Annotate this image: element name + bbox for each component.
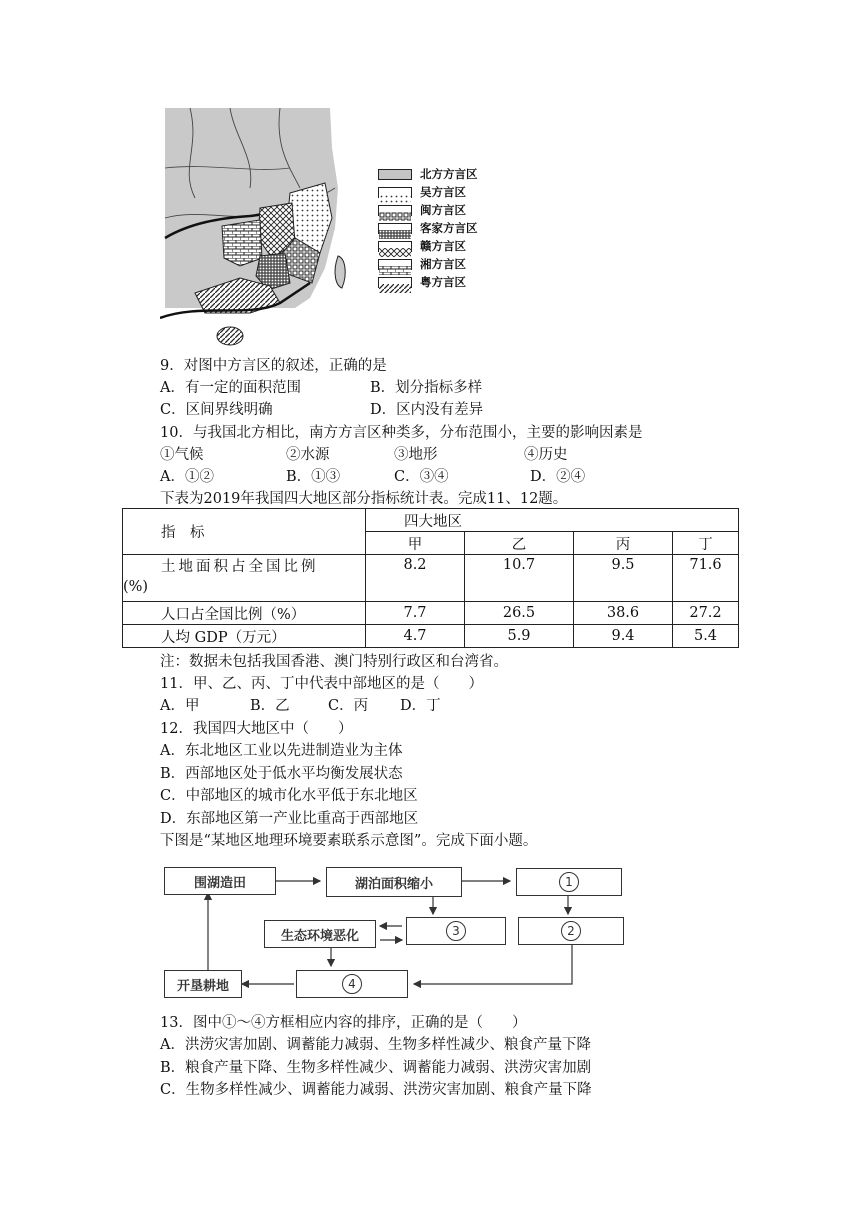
table-cell: 9.4 [574, 625, 673, 648]
table-cell: 4.7 [366, 625, 465, 648]
q12-option-c[interactable]: C．中部地区的城市化水平低于东北地区 [160, 788, 418, 804]
table-header-indicator: 指 标 [123, 509, 366, 555]
q9-option-a[interactable]: A．有一定的面积范围 [160, 380, 301, 396]
region-header: 丙 [574, 532, 673, 555]
q10-factor-1: ①气候 [160, 447, 204, 463]
box-2 [518, 917, 624, 945]
legend-label: 赣方言区 [420, 239, 466, 253]
q13-stem: 13．图中①～④方框相应内容的排序，正确的是（ ） [160, 1015, 527, 1031]
box-shengtai-ehua: 生态环境恶化 [264, 920, 376, 948]
table-cell: 7.7 [366, 602, 465, 625]
row-label-line1: 土地面积占全国比例 [161, 559, 319, 575]
q10-stem: 10．与我国北方相比，南方方言区种类多，分布范围小，主要的影响因素是 [160, 425, 643, 441]
legend-label: 吴方言区 [420, 185, 466, 199]
q10-option-c[interactable]: C．③④ [394, 469, 449, 485]
circle-number-3: 3 [446, 921, 466, 941]
row-label: 人均 GDP（万元） [123, 625, 366, 648]
table-cell: 27.2 [673, 602, 739, 625]
q9-stem: 9．对图中方言区的叙述，正确的是 [160, 358, 387, 374]
region-header: 甲 [366, 532, 465, 555]
q13-option-a[interactable]: A．洪涝灾害加剧、调蓄能力减弱、生物多样性减少、粮食产量下降 [160, 1037, 591, 1053]
q10-option-d[interactable]: D．②④ [530, 469, 586, 485]
box-kaiken-gengdi: 开垦耕地 [164, 970, 242, 998]
q10-option-a[interactable]: A．①② [160, 469, 214, 485]
box-hubo-mianji: 湖泊面积缩小 [326, 867, 462, 897]
q13-option-c[interactable]: C．生物多样性减少、调蓄能力减弱、洪涝灾害加剧、粮食产量下降 [160, 1082, 592, 1098]
circle-number-2: 2 [561, 921, 581, 941]
box-3 [406, 917, 506, 945]
q11-option-c[interactable]: C．丙 [328, 698, 369, 714]
q11-option-b[interactable]: B．乙 [250, 698, 290, 714]
q10-factor-3: ③地形 [394, 447, 438, 463]
legend-label: 湘方言区 [420, 257, 466, 271]
table-cell: 9.5 [574, 555, 673, 602]
legend-label: 闽方言区 [420, 203, 466, 217]
q10-factor-2: ②水源 [286, 447, 330, 463]
q10-factor-4: ④历史 [524, 447, 568, 463]
table-cell: 5.9 [465, 625, 574, 648]
legend-label: 粤方言区 [420, 275, 466, 289]
table-cell: 10.7 [465, 555, 574, 602]
box-weihu-zaotian: 围湖造田 [164, 867, 276, 895]
q11-option-d[interactable]: D．丁 [400, 698, 441, 714]
q12-stem: 12．我国四大地区中（ ） [160, 721, 353, 737]
diagram-intro: 下图是“某地区地理环境要素联系示意图”。完成下面小题。 [160, 833, 538, 849]
row-label: 人口占全国比例（%） [123, 602, 366, 625]
legend-label: 北方方言区 [420, 167, 478, 181]
q9-option-d[interactable]: D．区内没有差异 [370, 402, 484, 418]
legend-label: 客家方言区 [420, 221, 478, 235]
circle-number-4: 4 [342, 974, 362, 994]
table-cell: 26.5 [465, 602, 574, 625]
table-cell: 71.6 [673, 555, 739, 602]
box-1 [516, 868, 622, 896]
region-header: 丁 [673, 532, 739, 555]
q9-option-b[interactable]: B．划分指标多样 [370, 380, 483, 396]
region-header: 乙 [465, 532, 574, 555]
q10-option-b[interactable]: B．①③ [286, 469, 341, 485]
table-cell: 38.6 [574, 602, 673, 625]
q12-option-b[interactable]: B．西部地区处于低水平均衡发展状态 [160, 766, 403, 782]
table-group-header: 四大地区 [366, 509, 739, 532]
q11-stem: 11．甲、乙、丙、丁中代表中部地区的是（ ） [160, 676, 483, 692]
q13-option-b[interactable]: B．粮食产量下降、生物多样性减少、调蓄能力减弱、洪涝灾害加剧 [160, 1060, 592, 1076]
circle-number-1: 1 [559, 872, 579, 892]
q9-option-c[interactable]: C．区间界线明确 [160, 402, 273, 418]
table-note: 注：数据未包括我国香港、澳门特别行政区和台湾省。 [160, 654, 508, 670]
box-4 [296, 970, 408, 998]
row-label-line2: (%) [123, 579, 149, 595]
table-intro: 下表为2019年我国四大地区部分指标统计表。完成11、12题。 [160, 491, 568, 507]
q12-option-d[interactable]: D．东部地区第一产业比重高于西部地区 [160, 811, 419, 827]
table-cell: 8.2 [366, 555, 465, 602]
q11-option-a[interactable]: A．甲 [160, 698, 200, 714]
table-cell: 5.4 [673, 625, 739, 648]
q12-option-a[interactable]: A．东北地区工业以先进制造业为主体 [160, 743, 403, 759]
